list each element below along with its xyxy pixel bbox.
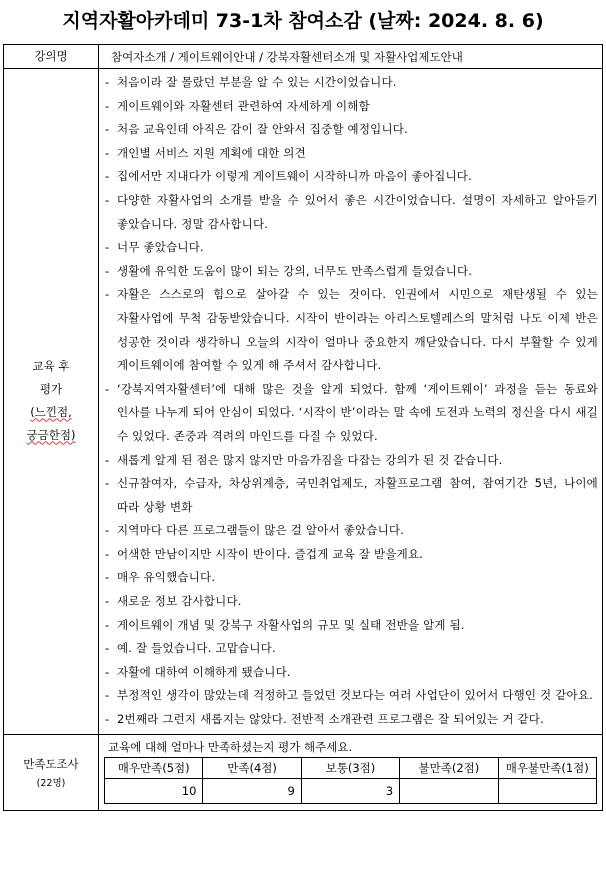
- survey-table: [104, 757, 597, 804]
- feedback-item: [103, 566, 598, 590]
- survey-value: 9: [203, 778, 301, 803]
- feedback-item-text: 매우 유익했습니다.: [117, 570, 216, 585]
- bullet-dash: -: [105, 452, 110, 467]
- survey-value: 10: [105, 778, 203, 803]
- feedback-item: [103, 637, 598, 661]
- feedback-item-text: 지역마다 다른 프로그램들이 많은 걸 알아서 좋았습니다.: [117, 523, 405, 538]
- survey-col-header: 만족(4점): [203, 757, 301, 778]
- feedback-item: [103, 519, 598, 543]
- bullet-dash: -: [105, 169, 110, 184]
- survey-header-row: [105, 757, 597, 778]
- feedback-list: [103, 71, 598, 732]
- bullet-dash: -: [105, 476, 110, 491]
- bullet-dash: -: [105, 594, 110, 609]
- feedback-item-text: 부정적인 생각이 많았는데 걱정하고 들었던 것보다는 여러 사업단이 있어서 다행인 것 같아요.: [117, 688, 594, 703]
- feedback-label-line: 궁금한점): [26, 428, 76, 443]
- feedback-item-text: 게이트웨이 개념 및 강북구 자활사업의 규모 및 실태 전반을 알게 됨.: [117, 617, 465, 632]
- feedback-item: [103, 378, 598, 449]
- feedback-item-text: 신규참여자, 수급자, 차상위계층, 국민취업제도, 자활프로그램 참여, 참여기간 5년, 나이에 따라 상황 변화: [117, 476, 598, 514]
- feedback-item: [103, 165, 598, 189]
- feedback-item-text: 개인별 서비스 지원 계획에 대한 의견: [117, 145, 306, 160]
- feedback-item-text: 처음 교육인데 아직은 감이 잘 안와서 집중할 예정입니다.: [117, 122, 408, 137]
- survey-count: (22명): [36, 777, 66, 789]
- feedback-label-line: 평가: [39, 382, 63, 397]
- feedback-item-text: 생활에 유익한 도움이 많이 되는 강의, 너무도 만족스럽게 들었습니다.: [117, 263, 473, 278]
- bullet-dash: -: [105, 523, 110, 538]
- survey-question: 교육에 대해 얼마나 만족하셨는지 평가 해주세요.: [108, 739, 353, 754]
- feedback-item: [103, 189, 598, 236]
- feedback-label-line: (느낀점,: [30, 405, 72, 420]
- feedback-item: [103, 684, 598, 708]
- feedback-item: [103, 472, 598, 519]
- feedback-item-text: 새로운 정보 감사합니다.: [117, 594, 242, 609]
- bullet-dash: -: [105, 381, 110, 396]
- survey-value: [498, 778, 596, 803]
- feedback-item-text: 어색한 만남이지만 시작이 반이다. 즐겁게 교육 잘 받을게요.: [117, 546, 424, 561]
- feedback-item: [103, 614, 598, 638]
- evaluation-table: [3, 44, 603, 811]
- bullet-dash: -: [105, 192, 110, 207]
- survey-label: [4, 734, 99, 810]
- feedback-content: [99, 69, 603, 735]
- feedback-item-text: 예. 잘 들었습니다. 고맙습니다.: [117, 641, 276, 656]
- feedback-item: [103, 236, 598, 260]
- feedback-item-text: 새롭게 알게 된 점은 많지 않지만 마음가짐을 다잡는 강의가 된 것 같습니다.: [117, 452, 503, 467]
- survey-col-header: 불만족(2점): [400, 757, 498, 778]
- lecture-row: [4, 45, 603, 69]
- feedback-label-line: 교육 후: [32, 359, 70, 374]
- lecture-label: 강의명: [4, 45, 99, 69]
- document-title: 지역자활아카데미 73-1차 참여소감 (날짜: 2024. 8. 6): [62, 10, 544, 32]
- feedback-item: [103, 543, 598, 567]
- bullet-dash: -: [105, 122, 110, 137]
- bullet-dash: -: [105, 75, 110, 89]
- lecture-title: 참여자소개 / 게이트웨이안내 / 강북자활센터소개 및 자활사업제도안내: [99, 45, 603, 69]
- bullet-dash: -: [105, 688, 110, 703]
- survey-value: 3: [301, 778, 399, 803]
- survey-value: [400, 778, 498, 803]
- feedback-item: [103, 283, 598, 377]
- feedback-item: [103, 95, 598, 119]
- bullet-dash: -: [105, 712, 110, 727]
- bullet-dash: -: [105, 98, 110, 113]
- feedback-item: [103, 71, 598, 95]
- survey-label-text: 만족도조사: [23, 756, 79, 771]
- bullet-dash: -: [105, 240, 110, 255]
- survey-col-header: 매우만족(5점): [105, 757, 203, 778]
- feedback-item-text: 게이트웨이와 자활센터 관련하여 자세하게 이해함: [117, 98, 370, 113]
- survey-content: [99, 734, 603, 810]
- bullet-dash: -: [105, 664, 110, 679]
- feedback-item-text: ‘강북지역자활센터’에 대해 많은 것을 알게 되었다. 함께 ‘게이트웨이’ 과정을 듣는 동료와 인사를 나누게 되어 안심이 되었다. ‘시작이 반’이라는 말 속에 도전과 노력의 정신을 다시 새길 수 있었다. 존중과 격려의 마인드를 다질 수 있었다.: [117, 381, 598, 443]
- feedback-item: [103, 142, 598, 166]
- survey-value-row: [105, 778, 597, 803]
- feedback-item-text: 집에서만 지내다가 이렇게 게이트웨이 시작하니까 마음이 좋아집니다.: [117, 169, 472, 184]
- feedback-label: [4, 69, 99, 735]
- survey-row: [4, 734, 603, 810]
- feedback-item: [103, 708, 598, 732]
- feedback-item: [103, 118, 598, 142]
- bullet-dash: -: [105, 546, 110, 561]
- feedback-row: [4, 69, 603, 735]
- survey-col-header: 보통(3점): [301, 757, 399, 778]
- bullet-dash: -: [105, 617, 110, 632]
- feedback-item-text: 너무 좋았습니다.: [117, 240, 204, 255]
- survey-col-header: 매우불만족(1점): [498, 757, 596, 778]
- feedback-item-text: 자활은 스스로의 힘으로 살아갈 수 있는 것이다. 인권에서 시민으로 재탄생될 수 있는 자활사업에 무척 감동받았습니다. 시작이 반이라는 아리스토텔레스의 말처럼 나도 이제 반은 성공한 것이라 생각하니 오늘의 시작이 얼마나 중요한지 깨닫았습니다. 다시 부활할 수 있게 게이트웨이에 참여할 수 있게 해 주셔서 감사합니다.: [117, 287, 598, 373]
- feedback-item-text: 처음이라 잘 몰랐던 부분을 알 수 있는 시간이었습니다.: [117, 75, 397, 89]
- feedback-item: [103, 260, 598, 284]
- feedback-item-text: 자활에 대하여 이해하게 됐습니다.: [117, 664, 291, 679]
- bullet-dash: -: [105, 570, 110, 585]
- bullet-dash: -: [105, 641, 110, 656]
- bullet-dash: -: [105, 263, 110, 278]
- bullet-dash: -: [105, 287, 110, 302]
- bullet-dash: -: [105, 145, 110, 160]
- feedback-item: [103, 661, 598, 685]
- feedback-item: [103, 590, 598, 614]
- feedback-item-text: 다양한 자활사업의 소개를 받을 수 있어서 좋은 시간이었습니다. 설명이 자세하고 알아듣기 좋았습니다. 정말 감사합니다.: [117, 192, 598, 231]
- feedback-item: [103, 449, 598, 473]
- feedback-item-text: 2번째라 그런지 새롭지는 않았다. 전반적 소개관련 프로그램은 잘 되어있는 거 같다.: [117, 712, 544, 727]
